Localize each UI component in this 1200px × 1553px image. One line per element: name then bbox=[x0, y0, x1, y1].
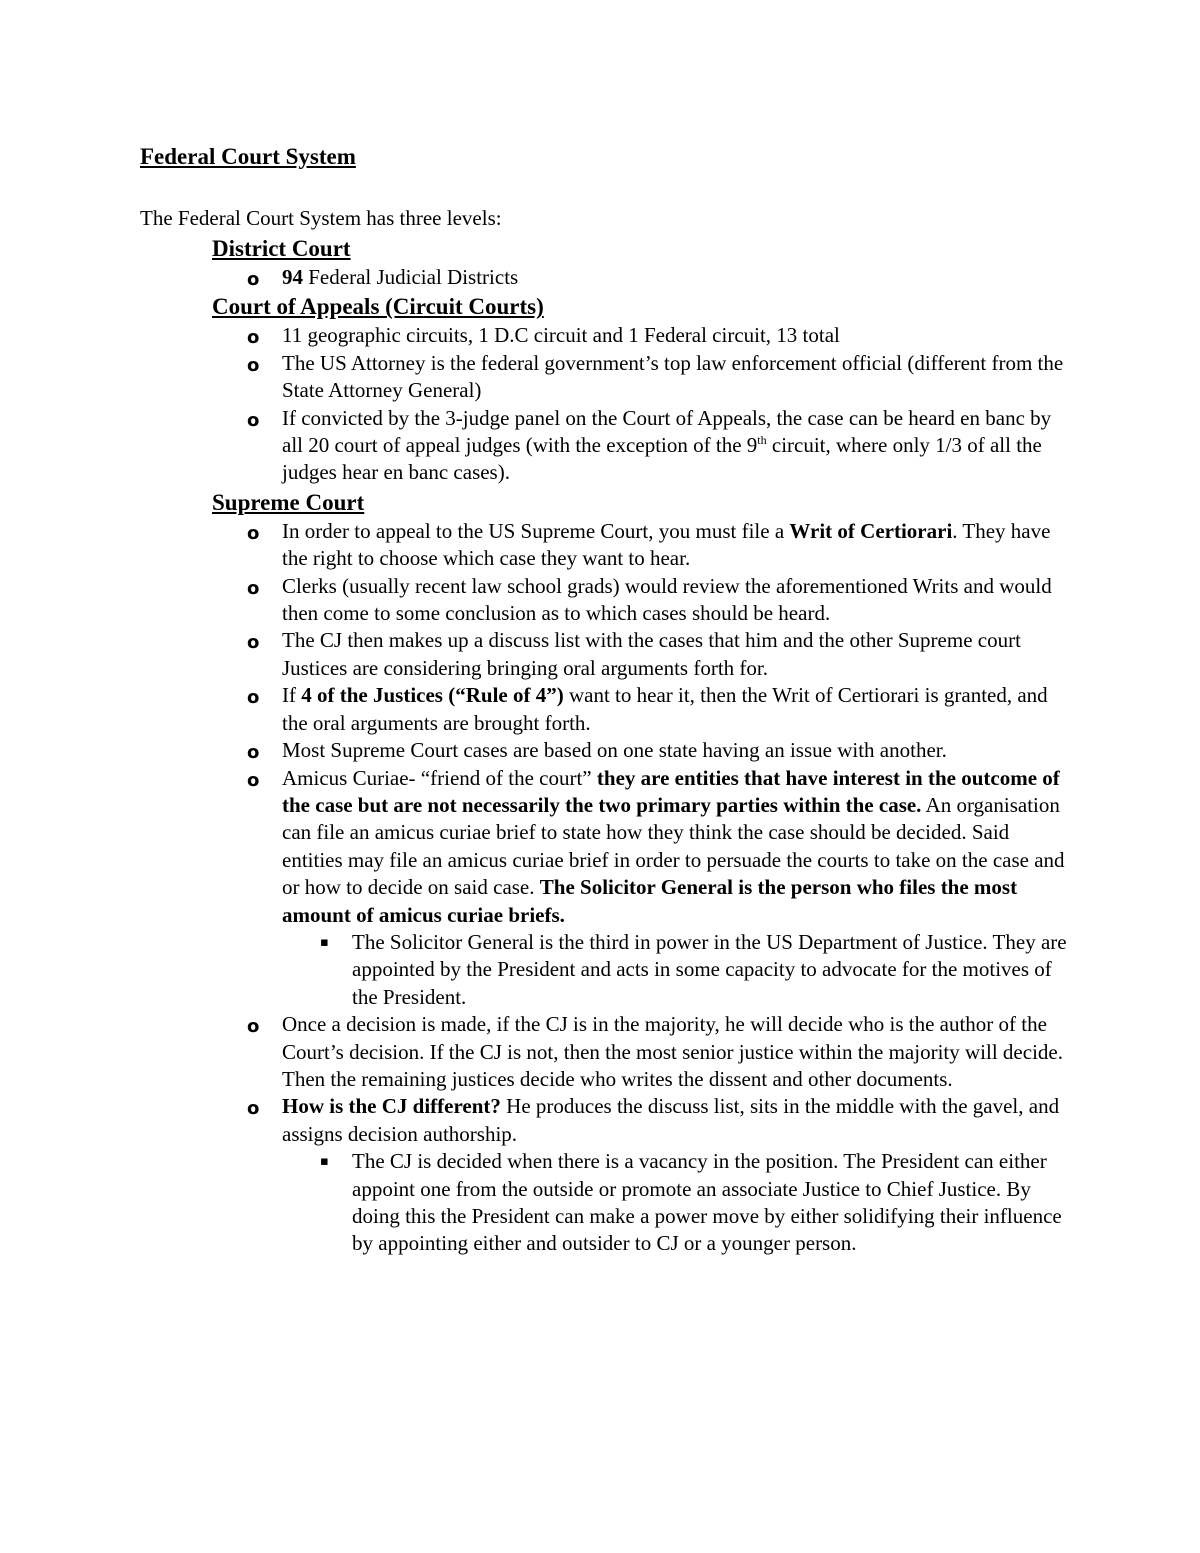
sub-list bbox=[282, 1148, 1072, 1258]
list-item bbox=[247, 264, 1072, 291]
bold-text: How is the CJ different? bbox=[282, 1094, 501, 1119]
circle-bullet-icon: o bbox=[247, 1016, 260, 1038]
sub-list-item bbox=[320, 929, 1072, 1011]
circle-bullet-icon: o bbox=[247, 354, 260, 376]
item-text: Amicus Curiae- “friend of the court” bbox=[282, 765, 597, 790]
list-item bbox=[247, 765, 1072, 1012]
square-bullet-icon: ▪ bbox=[320, 934, 329, 950]
circle-bullet-icon: o bbox=[247, 577, 260, 599]
item-text: He produces the discuss list, sits in the middle with the gavel, and assigns decision authorship. bbox=[282, 1094, 1060, 1146]
court-of-appeals-list bbox=[212, 322, 1072, 486]
list-item bbox=[247, 518, 1072, 573]
item-text: The CJ then makes up a discuss list with the cases that him and the other Supreme court Justices are considering bringing oral arguments forth for. bbox=[282, 628, 1021, 680]
district-court-list bbox=[212, 264, 1072, 291]
item-text: The Solicitor General is the third in power in the US Department of Justice. They are appointed by the President and acts in some capacity to advocate for the motives of the President. bbox=[352, 929, 1067, 1009]
circle-bullet-icon: o bbox=[247, 1098, 260, 1120]
circle-bullet-icon: o bbox=[247, 742, 260, 764]
list-item bbox=[247, 627, 1072, 682]
list-item bbox=[247, 322, 1072, 349]
bold-text: Writ of Certiorari bbox=[789, 518, 953, 543]
bold-text: 4 of the Justices (“Rule of 4”) bbox=[301, 683, 564, 708]
section-heading-district-court: District Court bbox=[212, 236, 351, 261]
section-heading-supreme-court: Supreme Court bbox=[212, 489, 365, 515]
item-text: If bbox=[282, 683, 302, 708]
list-item bbox=[247, 405, 1072, 487]
circle-bullet-icon: o bbox=[247, 522, 260, 544]
item-text: Federal Judicial Districts bbox=[303, 265, 519, 289]
item-text: . They have the right to choose which case they want to hear. bbox=[282, 518, 1051, 571]
circle-bullet-icon: o bbox=[247, 327, 260, 349]
list-item bbox=[247, 1011, 1072, 1093]
circle-bullet-icon: o bbox=[247, 687, 260, 709]
item-text: The CJ is decided when there is a vacancy in the position. The President can either appoint one from the outside or promote an associate Justice to Chief Justice. By doing this the President can make a power move by either solidifying their influence by appointing either and outsider to CJ or a younger person. bbox=[352, 1149, 1062, 1256]
list-item bbox=[247, 573, 1072, 628]
item-text: Most Supreme Court cases are based on one state having an issue with another. bbox=[282, 738, 947, 763]
list-item bbox=[247, 1093, 1072, 1257]
circle-bullet-icon: o bbox=[247, 769, 260, 791]
bold-text: 94 bbox=[282, 265, 303, 289]
list-item bbox=[247, 682, 1072, 737]
item-text: The US Attorney is the federal government’s top law enforcement official (different from the State Attorney General) bbox=[282, 350, 1064, 403]
item-text: want to hear it, then the Writ of Certiorari is granted, and the oral arguments are brought forth. bbox=[282, 683, 1048, 735]
item-text: 11 geographic circuits, 1 D.C circuit and 1 Federal circuit, 13 total bbox=[282, 323, 840, 348]
document-body bbox=[212, 233, 1072, 1258]
bold-text: The Solicitor General is the person who files the most amount of amicus curiae briefs. bbox=[282, 875, 1018, 927]
bold-text: they are entities that have interest in the outcome of the case but are not necessarily the two primary parties within the case. bbox=[282, 765, 1060, 817]
intro-text: The Federal Court System has three levels: bbox=[140, 206, 502, 230]
section-heading-court-of-appeals: Court of Appeals (Circuit Courts) bbox=[212, 294, 544, 320]
circle-bullet-icon: o bbox=[247, 632, 260, 654]
item-text: Once a decision is made, if the CJ is in the majority, he will decide who is the author of the Court’s decision. If the CJ is not, then the most senior justice within the majority will decide. Then the remaining justices decide who writes the dissent and other documents. bbox=[282, 1012, 1063, 1091]
list-item bbox=[247, 350, 1072, 405]
item-text: circuit, where only 1/3 of all the judges hear en banc cases). bbox=[282, 433, 1042, 485]
sub-list-item bbox=[320, 1148, 1072, 1258]
circle-bullet-icon: o bbox=[247, 409, 260, 431]
sub-list bbox=[282, 929, 1072, 1011]
item-text: In order to appeal to the US Supreme Court, you must file a bbox=[282, 518, 790, 543]
item-text: Clerks (usually recent law school grads) would review the aforementioned Writs and would then come to some conclusion as to which cases should be heard. bbox=[282, 573, 1052, 626]
item-text: If convicted by the 3-judge panel on the Court of Appeals, the case can be heard en banc by all 20 court of appeal judges (with the exception of the 9 bbox=[282, 405, 1052, 458]
circle-bullet-icon: o bbox=[247, 269, 260, 290]
superscript: th bbox=[757, 433, 767, 448]
square-bullet-icon: ▪ bbox=[320, 1154, 329, 1170]
supreme-court-list bbox=[212, 518, 1072, 1258]
page-title: Federal Court System bbox=[140, 144, 356, 169]
list-item bbox=[247, 737, 1072, 764]
item-text: An organisation can file an amicus curiae brief to state how they think the case should be decided. Said entities may file an amicus curiae brief in order to persuade the courts to take on the case and or how to decide on said case. bbox=[282, 792, 1065, 900]
